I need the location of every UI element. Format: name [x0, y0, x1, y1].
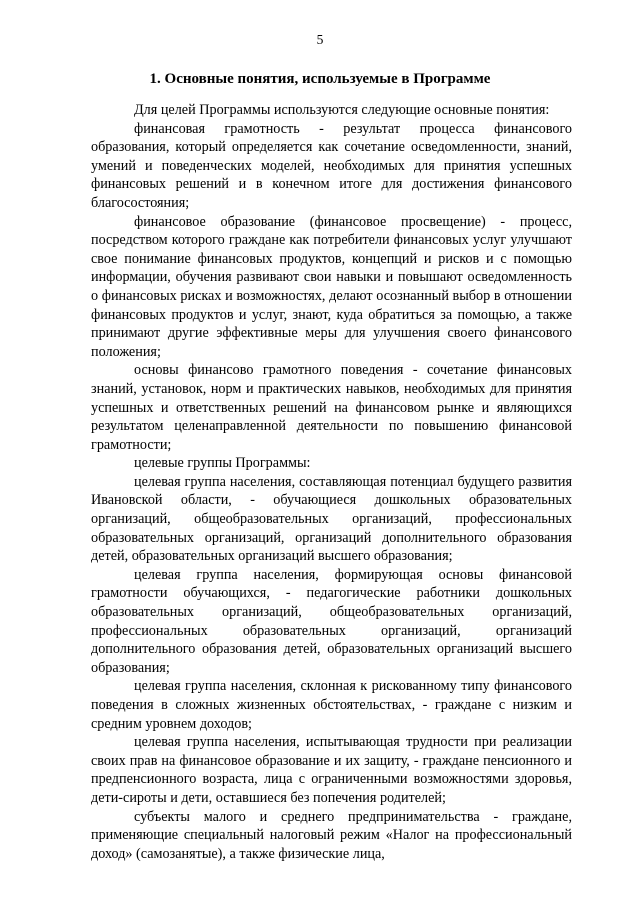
paragraph-target-groups: целевые группы Программы: [134, 455, 311, 472]
paragraph-intro: Для целей Программы используются следующие основные понятия: [134, 102, 550, 118]
paragraph-group-students: целевая группа населения, составляющая потенциал будущего развития Ивановской области, - обучающиеся дошкольных образовательных организаций, общеобразовательных организаций, профессиональных образовательных организаций, организаций дополнительного образования детей, образовательных организаций высшего образования; [91, 473, 572, 565]
paragraph-group-vulnerable: целевая группа населения, испытывающая трудности при реализации своих прав на финансовое образование и их защиту, - граждане пенсионного и предпенсионного возраста, лица с ограниченными возможностями здоровья, дети-сироты и дети, оставшиеся без попечения родителей; [91, 734, 572, 806]
page-number: 5 [316, 32, 324, 47]
section-title: 1. Основные понятия, используемые в Программе [149, 71, 491, 87]
paragraph-financial-literacy: финансовая грамотность - результат процесса финансового образования, который определяется как сочетание осведомленности, знаний, умений и поведенческих моделей, необходимых для принятия успешных финансовых решений и в конечном итоге для достижения финансового благосостояния; [91, 120, 572, 211]
paragraph-small-business: субъекты малого и среднего предпринимательства - граждане, применяющие специальный налоговый режим «Налог на профессиональный доход» (самозанятые), а также физические лица, [91, 808, 572, 862]
document-body [91, 101, 572, 863]
paragraph-group-low-income: целевая группа населения, склонная к рискованному типу финансового поведения в сложных жизненных обстоятельствах, - граждане с низким и средним уровнем доходов; [91, 678, 572, 732]
paragraph-group-teachers: целевая группа населения, формирующая основы финансовой грамотности обучающихся, - педагогические работники дошкольных образовательных организаций, общеобразовательных организаций, профессиональных образовательных организаций, организаций дополнительного образования детей, образовательных организаций высшего образования; [91, 566, 572, 676]
paragraph-financial-education: финансовое образование (финансовое просвещение) - процесс, посредством которого граждане как потребители финансовых услуг улучшают свое понимание финансовых продуктов, концепций и рисков и с помощью информации, обучения развивают свои навыки и повышают осведомленность о финансовых рисках и возможностях, делают осознанный выбор в отношении финансовых продуктов и услуг, знают, куда обратиться за помощью, а также принимают другие эффективные меры для улучшения своего финансового положения; [91, 213, 572, 360]
paragraph-financial-behavior: основы финансово грамотного поведения - сочетание финансовых знаний, установок, норм и практических навыков, необходимых для принятия успешных и ответственных решений на финансовом рынке и являющихся результатом целенаправленной деятельности по повышению финансовой грамотности; [91, 362, 572, 453]
